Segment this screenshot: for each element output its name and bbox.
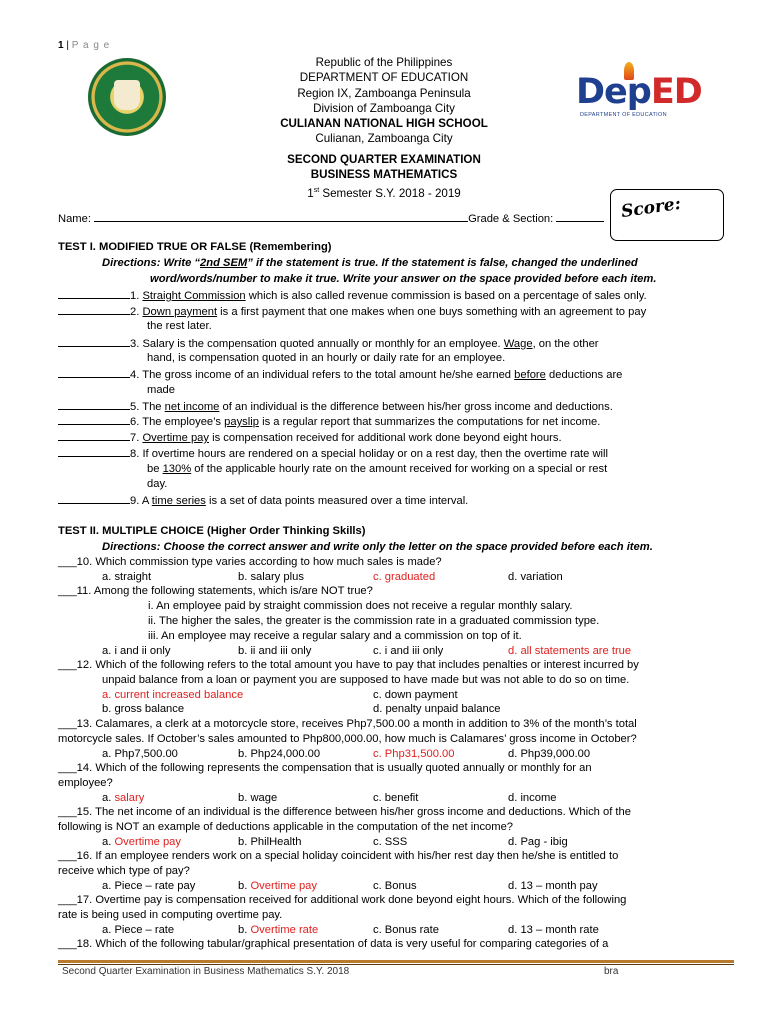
t1-item-4: 4. The gross income of an individual refers to the total amount he/she earned before deductions are [58,368,622,381]
exam-page: 1 | P a g e DepED DEPARTMENT OF EDUCATION Republic of the Philippines DEPARTMENT OF EDUCATION Region IX, Zamboanga Peninsula Division of Zamboanga City CULIANAN NATIONAL HIGH SCHOOL Culianan, Zamboanga City SECOND QUARTER EXAMINATION BUSINESS MATHEMATICS 1st Semester S.Y. 2018 - 2019 Score: Name: Grade & Section: TEST I. MODIFIED TRUE OR FALSE (Remembering) Directions: Write “2nd SEM” if the statement is true. If the statement is false, changed the underlined word/words/number to make it true. Write your answer on the space provided before each item. 1. Straight Commission which is also called revenue commission is based on a percentage of sales only. 2. Down payment is a first payment that one makes when one buys something with an agreement to pay the rest later. 3. Salary is the compensation quoted annually or monthly for an employee. Wage, on the other hand, is compensation quoted in an hourly or daily rate for an employee. 4. The gross income of an individual refers to the total amount he/she earned before deductions are made 5. The net income of an individual is the difference between his/her gross income and deductions. 6. The employee’s payslip is a regular report that summarizes the computations for net income. 7. Overtime pay is compensation received for additional work done beyond eight hours. 8. If overtime hours are rendered on a special holiday or on a rest day, then the overtime rate will be 130% of the applicable hourly rate on the amount received for working on a special or rest day. 9. A time series is a set of data points measured over a time interval. TEST II. MULTIPLE CHOICE (Higher Order Thinking Skills) Directions: Choose the correct answer and write only the letter on the space provided before each item. ___10. Which commission type varies according to how much sales is made? a. straight b. salary plus c. graduated d. variation ___11. Among the following statements, which is/are NOT true? i. An employee paid by straight commission does not receive a regular monthly salary. ii. The higher the sales, the greater is the commission rate in a graduated commission type. iii. An employee may receive a regular salary and a commission on top of it. a. i and ii only b. ii and iii only c. i and iii only d. all statements are true ___12. Which of the following refers to the total amount you have to pay that includes penalties or interest incurred by unpaid balance from a loan or payment you are supposed to have made but was not able to do so on time. a. current increased balance c. down payment b. gross balance d. penalty unpaid balance ___13. Calamares, a clerk at a motorcycle store, receives Php7,500.00 a month in addition to 3% of the month’s total motorcycle sales. If October’s sales amounted to Php800,000.00, how much is Calamares’ gross income in October? a. Php7,500.00 b. Php24,000.00 c. Php31,500.00 d. Php39,000.00 ___14. Which of the following represents the compensation that is usually quoted annually or monthly for an employee? a. salary b. wage c. benefit d. income ___15. The net income of an individual is the difference between his/her gross income and deductions. Which of the following is NOT an example of deductions applicable in the computation of the net income? a. Overtime pay b. PhilHealth c. SSS d. Pag - ibig ___16. If an employee renders work on a special holiday coincident with his/her rest day then he/she is entitled to receive which type of pay? a. Piece – rate pay b. Overtime pay c. Bonus d. 13 – month pay ___17. Overtime pay is compensation received for additional work done beyond eight hours. Which of the following rate is being used in computing overtime pay. a. Piece – rate b. Overtime rate c. Bonus rate d. 13 – month rate ___18. Which of the following tabular/graphical presentation of data is very useful for comparing categories of a Second Quarter Examination in Business Mathematics S.Y. 2018 bra [0,0,768,1024]
name-label: Name: [58,213,91,225]
choice: b. Overtime pay [238,880,317,892]
t1-item-5: 5. The net income of an individual is the difference between his/her gross income and deductions. [58,400,613,413]
name-field[interactable] [94,212,468,222]
answer-blank[interactable] [58,415,130,425]
grade-section-field[interactable] [556,212,604,222]
choice: b. wage [238,792,278,804]
choice: a. i and ii only [102,645,171,657]
choice: c. benefit [373,792,419,804]
test1-directions: Directions: Write “2nd SEM” if the statement is true. If the statement is false, changed the underlined [102,257,638,269]
score-box[interactable]: Score: [610,189,724,241]
choice: d. penalty unpaid balance [373,703,501,715]
question-11: ___11. Among the following statements, which is/are NOT true? [58,585,373,597]
answer-blank[interactable] [58,289,130,299]
answer-blank[interactable] [58,400,130,410]
test1-title: TEST I. MODIFIED TRUE OR FALSE (Remembering) [58,241,332,253]
choice-highlighted: c. Php31,500.00 [373,748,455,760]
answer-blank[interactable] [58,368,130,378]
answer-blank[interactable] [58,305,130,315]
choice: d. variation [508,571,563,583]
question-13: ___13. Calamares, a clerk at a motorcycle store, receives Php7,500.00 a month in addition to 3% of the month’s total [58,718,637,730]
choice-highlighted: d. all statements are true [508,645,632,657]
choice: a. Piece – rate pay [102,880,196,892]
test2-title: TEST II. MULTIPLE CHOICE (Higher Order Thinking Skills) [58,525,366,537]
choice: a. salary [102,792,145,804]
test1-directions-cont: word/words/number to make it true. Write your answer on the space provided before each item. [150,273,657,285]
choice: c. Bonus [373,880,417,892]
choice: a. Piece – rate [102,924,175,936]
choice: b. gross balance [102,703,185,715]
choice: d. 13 – month pay [508,880,598,892]
deped-logo: DepED DEPARTMENT OF EDUCATION [576,62,696,122]
t1-item-1: 1. Straight Commission which is also called revenue commission is based on a percentage of sales only. [58,289,647,302]
footer-text: Second Quarter Examination in Business Mathematics S.Y. 2018 [62,966,350,977]
answer-blank[interactable] [58,447,130,457]
answer-blank[interactable] [58,431,130,441]
choice: a. Php7,500.00 [102,748,178,760]
question-14: ___14. Which of the following represents the compensation that is usually quoted annually or monthly for an [58,762,592,774]
question-17: ___17. Overtime pay is compensation received for additional work done beyond eight hours. Which of the following [58,894,627,906]
footer-divider [58,960,734,963]
choice: b. salary plus [238,571,304,583]
question-15: ___15. The net income of an individual is the difference between his/her gross income and deductions. Which of the [58,806,631,818]
t1-item-7: 7. Overtime pay is compensation received for additional work done beyond eight hours. [58,431,562,444]
page-number: 1 | P a g e [58,40,111,51]
choice: a. straight [102,571,152,583]
exam-header: SECOND QUARTER EXAMINATION BUSINESS MATHEMATICS 1st Semester S.Y. 2018 - 2019 [287,153,481,200]
choice: b. PhilHealth [238,836,302,848]
test2-directions: Directions: Choose the correct answer and write only the letter on the space provided before each item. [102,541,653,553]
choice: b. Php24,000.00 [238,748,321,760]
answer-blank[interactable] [58,337,130,347]
choice: b. ii and iii only [238,645,312,657]
t1-item-2: 2. Down payment is a first payment that one makes when one buys something with an agreement to pay [58,305,646,318]
choice: d. income [508,792,557,804]
choice: d. 13 – month rate [508,924,599,936]
choice-highlighted: c. graduated [373,571,436,583]
footer-initials: bra [604,966,619,977]
choice: b. Overtime rate [238,924,319,936]
choice-highlighted: a. current increased balance [102,689,244,701]
choice: c. i and iii only [373,645,444,657]
question-18: ___18. Which of the following tabular/graphical presentation of data is very useful for comparing categories of a [58,938,609,950]
answer-blank[interactable] [58,494,130,504]
choice: a. Overtime pay [102,836,181,848]
choice: c. SSS [373,836,408,848]
choice: c. down payment [373,689,458,701]
choice: d. Php39,000.00 [508,748,591,760]
school-header: Republic of the Philippines DEPARTMENT OF EDUCATION Region IX, Zamboanga Peninsula Division of Zamboanga City CULIANAN NATIONAL HIGH SCHOOL Culianan, Zamboanga City [280,56,488,146]
choice: d. Pag - ibig [508,836,568,848]
grade-section-label: Grade & Section: [468,213,554,225]
t1-item-6: 6. The employee’s payslip is a regular report that summarizes the computations for net income. [58,415,600,428]
question-16: ___16. If an employee renders work on a special holiday coincident with his/her rest day then he/she is entitled to [58,850,619,862]
question-10: ___10. Which commission type varies according to how much sales is made? [58,556,442,568]
t1-item-3: 3. Salary is the compensation quoted annually or monthly for an employee. Wage, on the other [58,337,599,350]
name-row [58,212,604,225]
t1-item-8: 8. If overtime hours are rendered on a special holiday or on a rest day, then the overtime rate will [58,447,608,460]
t1-item-9: 9. A time series is a set of data points measured over a time interval. [58,494,468,507]
choice: c. Bonus rate [373,924,439,936]
question-12: ___12. Which of the following refers to the total amount you have to pay that includes penalties or interest incurred by [58,659,639,671]
